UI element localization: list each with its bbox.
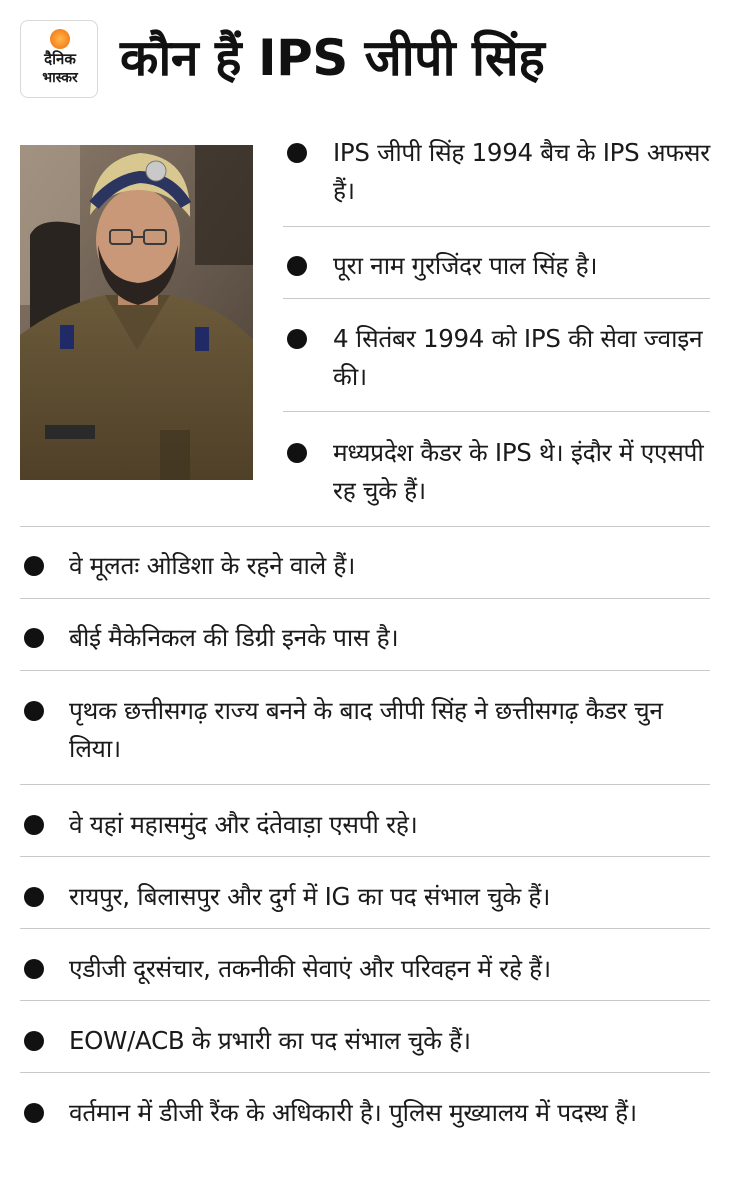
dainik-bhaskar-logo [20,20,98,98]
list-item-text: 4 सितंबर 1994 को IPS की सेवा ज्वाइन की। [333,324,703,391]
bullet-icon [24,1103,44,1123]
bullet-icon [24,887,44,907]
divider [20,670,710,671]
divider [20,928,710,929]
divider [283,411,710,412]
divider [20,784,710,785]
sun-icon [50,29,70,49]
list-item-text: पूरा नाम गुरजिंदर पाल सिंह है। [333,251,598,280]
divider [283,298,710,299]
divider [20,526,710,527]
bullet-icon [24,1031,44,1051]
list-item-text: एडीजी दूरसंचार, तकनीकी सेवाएं और परिवहन में रहे हैं। [69,954,551,983]
bullet-icon [24,628,44,648]
header [0,0,730,118]
officer-photo [20,145,253,480]
logo-text-line2: भास्कर [42,70,78,86]
list-item-text: EOW/ACB के प्रभारी का पद संभाल चुके हैं। [69,1026,471,1055]
divider [20,1000,710,1001]
list-item-text: वर्तमान में डीजी रैंक के अधिकारी है। पुलिस मुख्यालय में पदस्थ हैं। [69,1098,637,1127]
list-item-text: पृथक छत्तीसगढ़ राज्य बनने के बाद जीपी सिंह ने छत्तीसगढ़ कैडर चुन लिया। [69,696,663,763]
divider [20,856,710,857]
list-item-text: रायपुर, बिलासपुर और दुर्ग में IG का पद संभाल चुके हैं। [69,882,551,911]
page-title: कौन हैं IPS जीपी सिंह [120,29,545,87]
list-item-text: मध्यप्रदेश कैडर के IPS थे। इंदौर में एएसपी रह चुके हैं। [333,438,704,505]
logo-text-line1: दैनिक [44,50,76,68]
bullet-icon [24,815,44,835]
list-item-text: वे मूलतः ओडिशा के रहने वाले हैं। [69,551,356,580]
divider [20,598,710,599]
bullet-icon [24,959,44,979]
bullet-icon [24,556,44,576]
list-item-text: वे यहां महासमुंद और दंतेवाड़ा एसपी रहे। [69,810,418,839]
bullet-icon [287,256,307,276]
bullet-icon [287,329,307,349]
divider [283,226,710,227]
list-item-text: बीई मैकेनिकल की डिग्री इनके पास है। [69,623,399,652]
bullet-icon [287,143,307,163]
divider [20,1072,710,1073]
bullet-icon [287,443,307,463]
list-item-text: IPS जीपी सिंह 1994 बैच के IPS अफसर हैं। [333,138,710,205]
bullet-icon [24,701,44,721]
